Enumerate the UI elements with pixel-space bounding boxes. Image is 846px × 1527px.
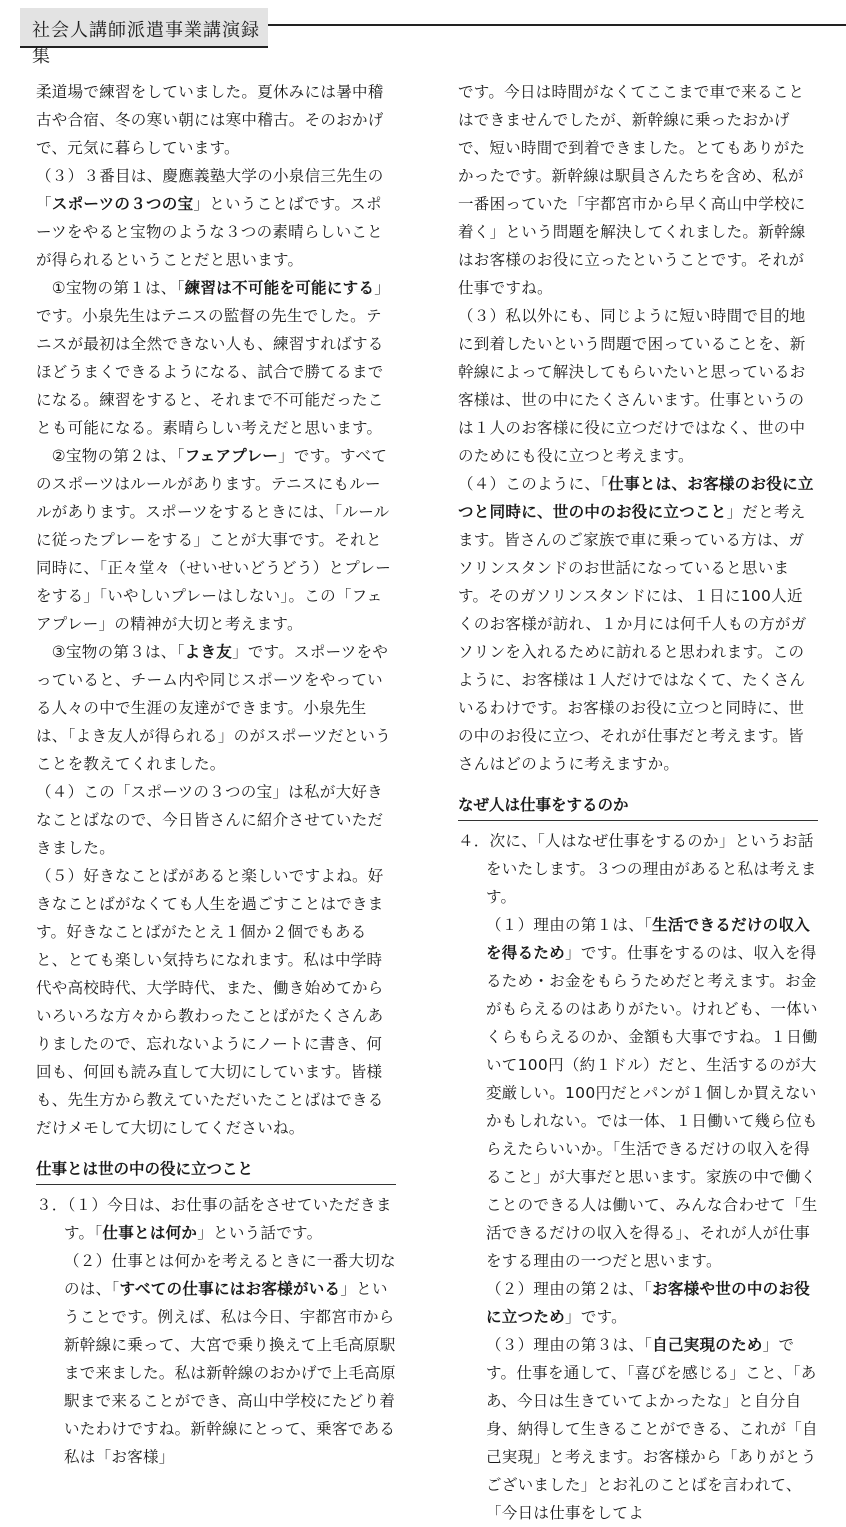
- paragraph: ①宝物の第１は、「練習は不可能を可能にする」です。小泉先生はテニスの監督の先生でした。テニスが最初は全然できない人も、練習すればするほどうまくできるようになる、試合で勝てるまでになる。練習をすると、それまで不可能だったことも可能になる。素晴らしい考えだと思います。: [36, 279, 391, 437]
- paragraph: ③宝物の第３は、「よき友」です。スポーツをやっていると、チーム内や同じスポーツをやっている人々の中で生涯の友達ができます。小泉先生は、「よき友人が得られる」のがスポーツだということを教えてくれました。: [36, 643, 392, 773]
- paragraph: （３）理由の第３は、「自己実現のため」です。仕事を通して、「喜びを感じる」こと、「ああ、今日は生きていてよかったな」と自分自身、納得して生きることができる、これが「自己実現」と考えます。お客様から「ありがとうございました」とお礼のことばを言われて、「今日は仕事をしてよ: [486, 1336, 818, 1522]
- header-title: 社会人講師派遣事業講演録集: [32, 20, 260, 67]
- paragraph: （３）私以外にも、同じように短い時間で目的地に到着したいという問題で困っていることを、新幹線によって解決してもらいたいと思っているお客様は、世の中にたくさんいます。仕事というのは１人のお客様に役に立つだけではなく、世の中のためにも役に立つと考えます。: [458, 307, 806, 465]
- header-rule: [268, 24, 846, 26]
- paragraph: （５）好きなことばがあると楽しいですよね。好きなことばがなくても人生を過ごすことはできます。好きなことばがたとえ１個か２個でもあると、とても楽しい気持ちになれます。私は中学時代や高校時代、大学時代、また、働き始めてからいろいろな方々から教わったことばがたくさんありましたので、忘れないようにノートに書き、何回も、何回も読み直して大切にしています。皆様も、先生方から教えていただいたことばはできるだけメモして大切にしてくださいね。: [36, 867, 384, 1137]
- paragraph: （２）仕事とは何かを考えるときに一番大切なのは、「すべての仕事にはお客様がいる」ということです。例えば、私は今日、宇都宮市から新幹線に乗って、大宮で乗り換えて上毛高原駅まで来ました。私は新幹線のおかげで上毛高原駅まで来ることができ、高山中学校にたどり着いたわけですね。新幹線にとって、乗客である私は「お客様」: [64, 1252, 396, 1466]
- paragraph: ②宝物の第２は、「フェアプレー」です。すべてのスポーツはルールがあります。テニスにもルールがあります。スポーツをするときには、「ルールに従ったプレーをする」ことが大事です。それと同時に、「正々堂々（せいせいどうどう）とプレーをする」「いやしいプレーはしない」。この「フェアプレー」の精神が大切と考えます。: [36, 447, 392, 633]
- paragraph: ４．次に、「人はなぜ仕事をするのか」というお話をいたします。３つの理由があると私は考えます。: [458, 832, 817, 906]
- section-heading: なぜ人は仕事をするのか: [458, 792, 818, 821]
- paragraph: （２）理由の第２は、「お客様や世の中のお役に立つため」です。: [486, 1280, 811, 1326]
- section-heading: 仕事とは世の中の役に立つこと: [36, 1156, 396, 1185]
- paragraph: ３．（１）今日は、お仕事の話をさせていただきます。「仕事とは何か」という話です。: [36, 1196, 392, 1242]
- paragraph: 柔道場で練習をしていました。夏休みには暑中稽古や合宿、冬の寒い朝には寒中稽古。そのおかげで、元気に暮らしています。: [36, 83, 384, 157]
- left-column: [36, 78, 396, 1471]
- paragraph: です。今日は時間がなくてここまで車で来ることはできませんでしたが、新幹線に乗ったおかげで、短い時間で到着できました。とてもありがたかったです。新幹線は駅員さんたちを含め、私が一番困っていた「宇都宮市から早く高山中学校に着く」という問題を解決してくれました。新幹線はお客様のお役に立ったということです。それが仕事ですね。: [458, 83, 806, 297]
- paragraph: （３）３番目は、慶應義塾大学の小泉信三先生の「スポーツの３つの宝」ということばです。スポーツをやると宝物のような３つの素晴らしいことが得られるということだと思います。: [36, 167, 384, 269]
- paragraph: （４）この「スポーツの３つの宝」は私が大好きなことばなので、今日皆さんに紹介させていただきました。: [36, 783, 384, 857]
- right-column: [458, 78, 818, 1527]
- paragraph: （４）このように、「仕事とは、お客様のお役に立つと同時に、世の中のお役に立つこと」だと考えます。皆さんのご家族で車に乗っている方は、ガソリンスタンドのお世話になっていると思います。そのガソリンスタンドには、１日に100人近くのお客様が訪れ、１か月には何千人もの方がガソリンを入れるために訪れると思われます。このように、お客様は１人だけではなくて、たくさんいるわけです。お客様のお役に立つと同時に、世の中のお役に立つ、それが仕事だと考えます。皆さんはどのように考えますか。: [458, 475, 814, 773]
- paragraph: （１）理由の第１は、「生活できるだけの収入を得るため」です。仕事をするのは、収入を得るため・お金をもらうためだと考えます。お金がもらえるのはありがたい。けれども、一体いくらもらえるのか、金額も大事ですね。１日働いて100円（約１ドル）だと、生活するのが大変厳しい。100円だとパンが１個しか買えないかもしれない。では一体、１日働いて幾ら位もらえたらいいか。「生活できるだけの収入を得ること」が大事だと思います。家族の中で働くことのできる人は働いて、みんな合わせて「生活できるだけの収入を得る」、それが人が仕事をする理由の一つだと思います。: [486, 916, 818, 1270]
- running-header: [20, 8, 268, 67]
